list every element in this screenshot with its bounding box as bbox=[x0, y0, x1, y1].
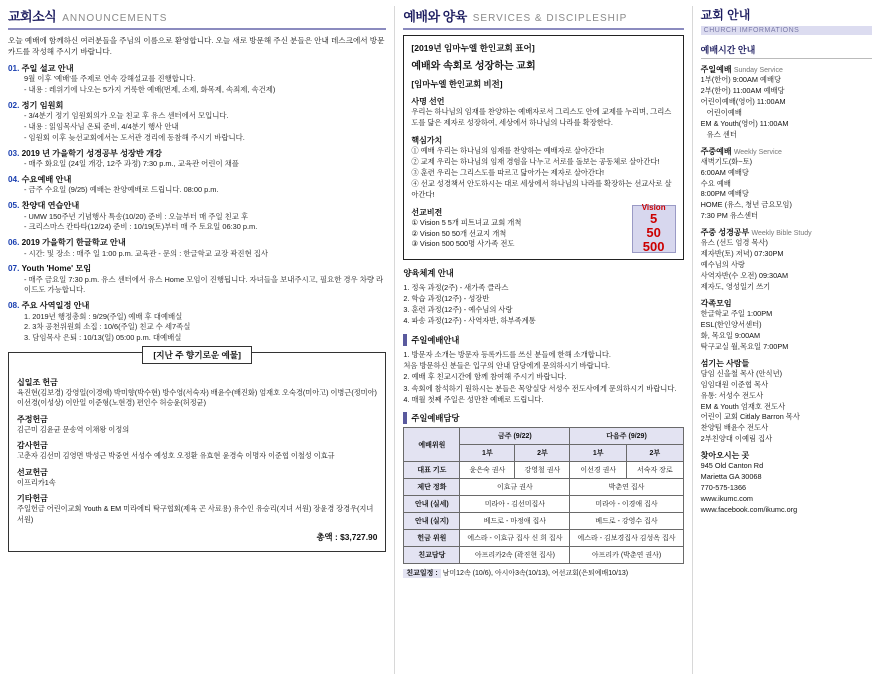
offering-names: 주일헌금 어린이교회 Youth & EM 미라에티 탁구협회(제육 곤 사료용) 유수인 유승리(지녀 서원) 장윤경 장경우(지녀 서원) bbox=[17, 504, 374, 524]
item-number: 05. bbox=[8, 201, 20, 211]
announcements-title-ko: 교회소식 bbox=[8, 9, 57, 24]
item-number: 07. bbox=[8, 264, 20, 274]
nurture-line: 3. 훈련 과정(12주) - 예수님의 사랑 bbox=[403, 305, 513, 315]
mission-vision-line: ① Vision 5 5개 피트녀교 교회 개척 bbox=[411, 217, 522, 227]
services-title-ko: 예배와 양육 bbox=[403, 9, 467, 24]
offering-names: 고춘자 김선미 김영면 박성근 박중연 서성수 예성호 오정환 유효현 윤경숙 이명자 이준협 이철성 이효규 bbox=[17, 451, 335, 461]
item-line: 9월 이후 '예배'를 주제로 연속 강해설교를 진행합니다. bbox=[24, 74, 196, 84]
list-item bbox=[8, 237, 386, 259]
cell: 베드로 - 마정애 집사 bbox=[460, 513, 570, 530]
item-line: - UMW 150주년 기념행사 특송(10/20) 준비 : 오늘부터 매 주일 친교 후 bbox=[24, 211, 249, 221]
announcements-column bbox=[8, 6, 394, 674]
section-title-ko: 섬기는 사람들 bbox=[700, 358, 750, 368]
table-row bbox=[404, 530, 683, 547]
mission-vision-line: ② Vision 50 50개 선교지 개척 bbox=[411, 228, 507, 238]
item-line: 3. 담임목사 은퇴 : 10/13(일) 05:00 p.m. 대예배실 bbox=[24, 333, 182, 343]
section-title-en: Weekly Service bbox=[733, 148, 782, 156]
vision-badge bbox=[632, 202, 676, 254]
info-line: ESL(한인양서센터) bbox=[700, 319, 762, 329]
info-line: 임임대원 이준협 목사 bbox=[700, 379, 769, 389]
item-title: 찬양대 연습안내 bbox=[21, 201, 80, 211]
item-line: - 매주 화요일 (24일 개강, 12주 과정) 7:30 p.m., 교육관 어린이 채플 bbox=[24, 159, 239, 169]
offering-label: 감사헌금 bbox=[17, 441, 48, 451]
item-line: 2. 3차 공천위원회 소집 : 10/6(주일) 친교 수 세7족실 bbox=[24, 322, 191, 332]
item-number: 08. bbox=[8, 301, 20, 311]
cell: 아프리카2속 (곽진현 집사) bbox=[460, 547, 570, 564]
item-number: 04. bbox=[8, 174, 20, 184]
list-item bbox=[8, 63, 386, 96]
cell: 이효규 권사 bbox=[460, 479, 570, 496]
table-row bbox=[404, 513, 683, 530]
col-header-service-3: 1부 bbox=[570, 445, 627, 462]
services-title-en: SERVICES & DISCIPLESHIP bbox=[472, 13, 628, 24]
mission-vision-heading: 선교비전 bbox=[411, 207, 443, 217]
item-number: 03. bbox=[8, 148, 20, 158]
offering-group bbox=[17, 493, 377, 525]
cell: 이선경 권사 bbox=[570, 462, 627, 479]
vision-box bbox=[403, 35, 683, 260]
info-line: 어린이예배(영어) 11:00AM bbox=[700, 96, 786, 106]
announcement-list bbox=[8, 63, 386, 344]
phone-number: 770-575-1366 bbox=[700, 483, 747, 493]
item-number: 01. bbox=[8, 64, 20, 73]
item-line: - 금주 수요일 (9/25) 예배는 찬양예배로 드립니다. 08:00 p.m. bbox=[24, 185, 219, 195]
offering-total bbox=[17, 531, 377, 543]
item-line: - 매주 금요일 7:30 p.m. 유스 센터에서 유스 Home 모임이 진행됩니다. 자녀들을 보내주시고, 필요한 경우 차량 라이드도 가능합니다. bbox=[24, 274, 384, 295]
info-section bbox=[701, 227, 872, 293]
list-item bbox=[8, 100, 386, 144]
mission-heading: 사명 선언 bbox=[411, 97, 445, 106]
info-line: 6:00AM 예배당 bbox=[700, 167, 749, 177]
info-line: 7:30 PM 유스센터 bbox=[700, 211, 759, 221]
info-line: 8:00PM 예배당 bbox=[700, 189, 749, 199]
col-header-service-2: 2부 bbox=[515, 445, 570, 462]
services-column bbox=[394, 6, 691, 674]
info-line: HOME (유스, 청년 금요모임) bbox=[700, 200, 792, 210]
row-label: 친교담당 bbox=[404, 547, 460, 564]
list-item bbox=[8, 148, 386, 170]
row-label: 대표 기도 bbox=[404, 462, 460, 479]
item-title: 2019 가을학기 한글학교 안내 bbox=[21, 238, 126, 248]
cell: 아프리카 (박춘연 권사) bbox=[570, 547, 683, 564]
offering-label: 주정헌금 bbox=[17, 414, 48, 424]
vision-slogan: 예배와 속회로 성장하는 교회 bbox=[411, 61, 536, 72]
address-line: 945 Old Canton Rd bbox=[700, 461, 764, 471]
offering-label: 기타헌금 bbox=[17, 494, 48, 504]
duty-heading: 주일예배담당 bbox=[403, 412, 683, 424]
fellowship-schedule-note bbox=[403, 568, 683, 578]
welcome-intro-text: 오늘 예배에 함께하신 여러분들을 주님의 이름으로 환영합니다. 오늘 새로 방문해 주신 분들은 안내 데스크에서 방문카드를 작성해 주시기 바랍니다. bbox=[8, 36, 385, 56]
item-line: - 크리스마스 칸타타(12/24) 준비 : 10/19(토)부터 매 주 토요일 06:30 p.m. bbox=[24, 222, 258, 232]
announcements-title-en: ANNOUNCEMENTS bbox=[62, 13, 168, 24]
worship-guide-line: 4. 매월 첫째 주일은 성만찬 예배로 드립니다. bbox=[403, 394, 544, 404]
three-column-layout bbox=[8, 6, 872, 674]
info-line: 어린이예배 bbox=[706, 107, 742, 117]
table-row bbox=[404, 547, 683, 564]
vision-subtitle: [임마누엘 한인교회 비전] bbox=[411, 79, 503, 89]
section-title-ko: 찾아오시는 곳 bbox=[700, 451, 750, 461]
note-label: 친교일정 : bbox=[403, 569, 440, 578]
info-section bbox=[701, 146, 872, 223]
section-title bbox=[701, 227, 872, 238]
row-label: 헌금 위원 bbox=[404, 530, 460, 547]
col-header-week-current: 금주 (9/22) bbox=[460, 428, 570, 445]
mission-vision-text bbox=[411, 201, 625, 251]
duty-table bbox=[403, 427, 683, 564]
list-item bbox=[8, 174, 386, 196]
nurture-line: 4. 파송 과정(12주) - 사역자반, 하부족계통 bbox=[403, 316, 536, 326]
row-label: 안내 (실세) bbox=[404, 496, 460, 513]
nurture-heading: 양육체계 안내 bbox=[403, 267, 454, 278]
core-value-line: ① 예배 우리는 하나님의 임재를 찬양하는 예배자로 살아간다! bbox=[411, 145, 605, 155]
col-header-role: 예배위원 bbox=[404, 428, 460, 462]
info-line: 예수님의 사랑 bbox=[700, 260, 745, 270]
item-line: - 내용 : 읽임목사님 온퇴 준비, 4/4분기 행사 안내 bbox=[24, 122, 179, 132]
cell: 서숙자 장로 bbox=[627, 462, 684, 479]
offering-names: 육진현(김보경) 강영일(이경애) 박미향(박수현) 방수영(서숙자) 배윤수(배진화) 엄재호 오숙경(미아고) 이병근(정미아) 이선경(이성상) 이안일 이준형(노현경) 편인수 허승윤(허정균) bbox=[17, 387, 377, 408]
info-line: EM & Youth(영어) 11:00AM bbox=[700, 118, 789, 128]
section-title-en: Weekly Bible Study bbox=[751, 230, 812, 238]
info-line: 한글학교 주일 1:00PM bbox=[700, 308, 773, 318]
cell: 미라아 - 이경애 집사 bbox=[570, 496, 683, 513]
church-info-title-en: CHURCH IMFORMATIONS bbox=[701, 26, 872, 35]
item-title: 2019 년 가을학기 성경공부 성장반 개강 bbox=[21, 148, 162, 158]
item-line: - 임원회 이후 늦선교회에서는 도서관 경리에 동참해 주시기 바랍니다. bbox=[24, 132, 245, 142]
facebook-link[interactable]: www.facebook.com/ikumc.org bbox=[700, 505, 798, 514]
info-line: 새벽기도(화~토) bbox=[700, 156, 753, 166]
services-header bbox=[403, 6, 683, 30]
core-values-heading: 핵심가치 bbox=[411, 135, 443, 145]
nurture-line: 2. 학습 과정(12주) - 성장반 bbox=[403, 293, 490, 303]
offering-box bbox=[8, 349, 386, 552]
info-line: 담임 신을철 목사 (안식년) bbox=[700, 368, 783, 378]
section-title bbox=[701, 358, 872, 369]
list-item bbox=[8, 200, 386, 233]
mission-vision-line: ③ Vision 500 500명 사가족 전도 bbox=[411, 239, 515, 249]
table-header-row bbox=[404, 428, 683, 445]
worship-guide-line: 2. 예배 후 친교시간에 함께 참여해 주시기 바랍니다. bbox=[403, 372, 567, 382]
row-label: 제단 정화 bbox=[404, 479, 460, 496]
info-line: 수요 예배 bbox=[700, 178, 731, 188]
info-line: 제자반(토) 저녁) 07:30PM bbox=[700, 249, 784, 259]
core-value-line: ② 교제 우리는 하나님의 임재 경험을 나누고 서로를 돌보는 공동체로 살아간다! bbox=[411, 156, 660, 166]
worship-guide-heading: 주일예배안내 bbox=[403, 334, 683, 346]
info-line: 2부친양대 이예림 집사 bbox=[700, 434, 773, 444]
offering-total-value: $3,727.90 bbox=[340, 531, 378, 542]
offering-names: 이프리카1속 bbox=[17, 477, 56, 487]
offering-group bbox=[17, 440, 377, 461]
offering-group bbox=[17, 377, 377, 409]
offering-group bbox=[17, 414, 377, 435]
offering-label: 십일조 헌금 bbox=[17, 377, 58, 387]
vision-badge-500: 500 bbox=[642, 238, 665, 254]
worship-guide-line: 3. 속회에 참석하기 원하시는 분들은 목양실당 서성수 전도사에게 문의하시기 바랍니다. bbox=[403, 383, 677, 393]
offering-label: 선교헌금 bbox=[17, 467, 48, 477]
row-label: 안내 (실지) bbox=[404, 513, 460, 530]
table-row bbox=[404, 496, 683, 513]
note-text: 남미12속 (10/6), 아시아3속(10/13), 여선교회(은퇴예배10/13) bbox=[442, 570, 629, 578]
cell: 에스라 - 김보경집사 김성옥 집사 bbox=[570, 530, 683, 547]
info-line: 어린이 교회 Citlaly Barron 목사 bbox=[700, 412, 800, 422]
cell: 베드로 - 강영수 집사 bbox=[570, 513, 683, 530]
item-title: 주요 사역일정 안내 bbox=[21, 301, 90, 311]
cell: 미라아 - 김선미집사 bbox=[460, 496, 570, 513]
cell: 윤은숙 권사 bbox=[460, 462, 515, 479]
info-line: 유스 센터 bbox=[706, 129, 737, 139]
offering-total-label: 총액 : bbox=[316, 531, 338, 542]
section-title-ko: 각족모임 bbox=[700, 298, 732, 308]
col-header-service-4: 2부 bbox=[627, 445, 684, 462]
item-title: 수요예배 안내 bbox=[21, 174, 72, 184]
section-title bbox=[701, 450, 872, 461]
table-row bbox=[404, 479, 683, 496]
item-number: 06. bbox=[8, 238, 20, 248]
item-line: 1. 2019년 행정총회 : 9/29(주일) 예배 후 대예배실 bbox=[24, 311, 183, 321]
section-title-ko: 주중 성경공부 bbox=[700, 228, 750, 238]
church-info-column bbox=[692, 6, 872, 674]
list-item bbox=[8, 263, 386, 296]
col-header-service-1: 1부 bbox=[460, 445, 515, 462]
item-line: - 시간: 및 장소 : 매주 일 1:00 p.m. 교육관 - 문의 : 한글학교 교장 곽진현 집사 bbox=[24, 248, 269, 258]
info-line: 찬양팀 배윤수 전도사 bbox=[700, 423, 769, 433]
offering-title-wrap bbox=[17, 349, 377, 377]
service-times-heading: 예배시간 안내 bbox=[701, 43, 872, 59]
table-row bbox=[404, 462, 683, 479]
item-number: 02. bbox=[8, 100, 20, 110]
section-title-ko: 주중예배 bbox=[700, 146, 732, 156]
cell: 박춘연 집사 bbox=[570, 479, 683, 496]
church-info-header bbox=[701, 6, 872, 35]
mission-vision-row bbox=[411, 201, 675, 253]
address-line: Marietta GA 30068 bbox=[700, 472, 762, 482]
section-title bbox=[701, 298, 872, 309]
col-header-week-next: 다음주 (9/29) bbox=[570, 428, 683, 445]
item-line: - 3/4분기 정기 임원회의가 오늘 친교 후 유스 센터에서 모입니다. bbox=[24, 111, 229, 121]
core-value-line: ④ 선교 성경책서 안도하시는 대로 세상에서 하나님의 나라를 확장하는 선교사로 살아간다! bbox=[411, 178, 672, 199]
section-title-ko: 주일예배 bbox=[700, 65, 732, 74]
item-line: - 내용 : 레위기에 나오는 5가지 거룩한 예배(번제, 소제, 화목제, 속죄제, 속건제) bbox=[24, 85, 276, 95]
cell: 강영철 권사 bbox=[515, 462, 570, 479]
item-title: Youth 'Home' 모임 bbox=[21, 264, 92, 274]
offering-names: 김근미 김윤균 문송역 이채왕 이정의 bbox=[17, 424, 130, 434]
info-section bbox=[701, 64, 872, 141]
vision-badge-word: Vision bbox=[641, 202, 666, 212]
vision-tag: [2019년 임마누엘 한인교회 표어] bbox=[411, 43, 535, 53]
item-title: 주일 설교 안내 bbox=[21, 64, 74, 73]
offering-title: [지난 주 향기로운 예물] bbox=[142, 346, 252, 364]
website-link[interactable]: www.ikumc.com bbox=[700, 494, 753, 504]
info-line: 제자도, 영성일기 쓰기 bbox=[700, 282, 771, 291]
worship-guide-line: 1. 방문자 소개는 방문자 등록카드를 쓰신 분들에 한해 소개합니다. bbox=[403, 349, 611, 359]
info-line: 유통: 서성수 전도사 bbox=[700, 390, 764, 400]
section-title-en: Sunday Service bbox=[733, 67, 783, 74]
info-section bbox=[701, 298, 872, 353]
item-title: 정기 임원회 bbox=[21, 100, 64, 110]
announcements-header bbox=[8, 6, 386, 30]
info-line: EM & Youth 엄재호 전도사 bbox=[700, 401, 786, 411]
info-section bbox=[701, 358, 872, 446]
info-line: 탁구교실 월,목요일 7:00PM bbox=[700, 341, 789, 351]
vision-badge-50: 50 bbox=[646, 224, 661, 240]
info-section bbox=[701, 450, 872, 516]
church-info-title: 교회 안내 bbox=[700, 8, 751, 22]
section-title bbox=[701, 64, 872, 75]
info-line: 화, 목요일 9:00AM bbox=[700, 330, 761, 340]
cell: 에스라 - 이효규 집사 신 희 집사 bbox=[460, 530, 570, 547]
nurture-line: 1. 정욱 과정(2주) - 새가족 클라스 bbox=[403, 282, 509, 292]
mission-body: 우리는 하나님의 임재를 찬양하는 예배자로서 그리스도 안에 교제를 누리며, 그리스도를 닮은 제자로 성장하여, 세상에서 하나님의 나라를 확장한다. bbox=[411, 107, 672, 127]
info-line: 1부(한어) 9:00AM 예배당 bbox=[700, 75, 782, 84]
section-title bbox=[701, 146, 872, 157]
core-value-line: ③ 훈련 우리는 그리스도를 따르고 닮아가는 제자로 살아간다! bbox=[411, 167, 605, 177]
list-item bbox=[8, 300, 386, 344]
worship-guide-line: 처음 방문하신 분들은 입구의 안내 담당에게 문의하시기 바랍니다. bbox=[403, 361, 610, 371]
vision-badge-5: 5 bbox=[650, 211, 658, 227]
info-line: 유스 (선드 엄경 목사) bbox=[700, 238, 768, 248]
offering-group bbox=[17, 467, 377, 488]
info-line: 사역자반(수 오전) 09:30AM bbox=[700, 271, 789, 281]
info-line: 2부(한어) 11:00AM 예배당 bbox=[700, 85, 785, 95]
